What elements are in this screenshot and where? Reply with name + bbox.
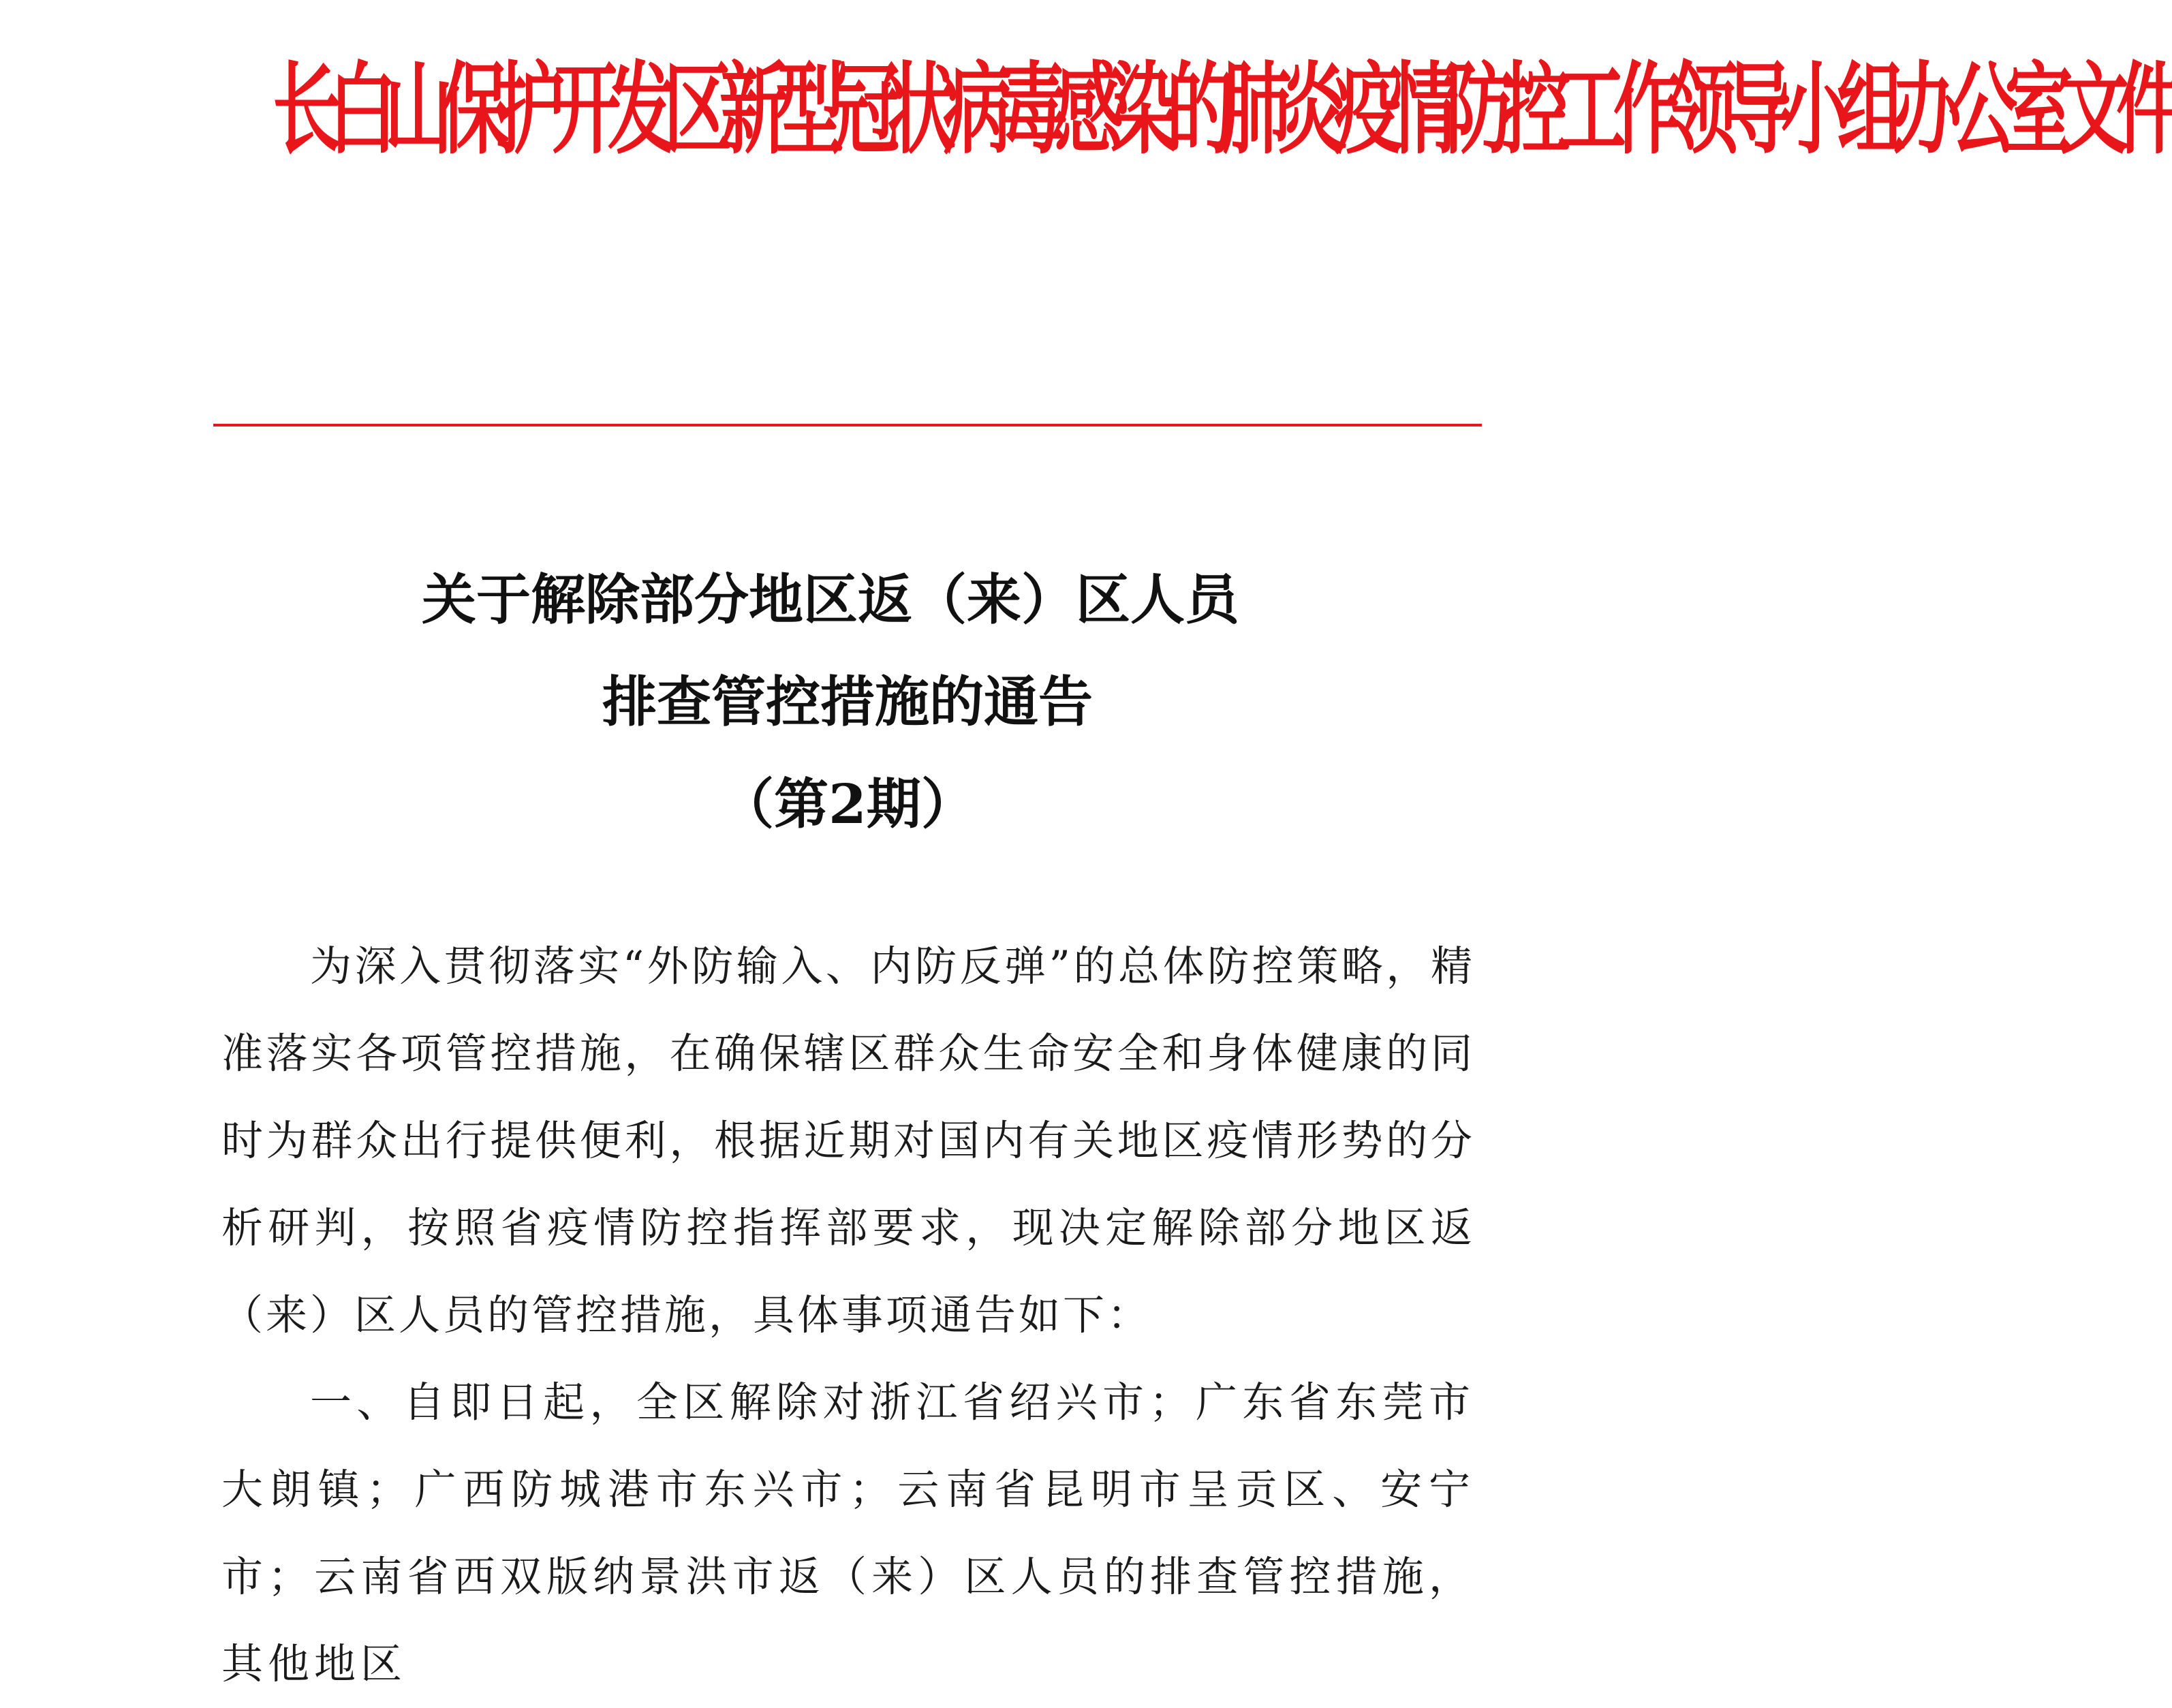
notice-title-line-1: 关于解除部分地区返（来）区人员 — [422, 568, 1239, 632]
notice-body — [221, 923, 1475, 1708]
notice-issue-number: （第2期） — [719, 772, 976, 836]
issuing-office-header: 长白山保护开发区新型冠状病毒感染的肺炎疫情防控工作领导小组办公室文件 — [273, 50, 2172, 168]
body-paragraph-item-1: 一、自即日起，全区解除对浙江省绍兴市；广东省东莞市大朗镇；广西防城港市东兴市；云南省昆明市呈贡区、安宁市；云南省西双版纳景洪市返（来）区人员的排查管控措施，其他地区 — [221, 1378, 1475, 1688]
notice-title-line-2: 排查管控措施的通告 — [602, 670, 1093, 734]
red-divider-line — [213, 424, 1482, 426]
notice-title — [213, 548, 1482, 855]
body-paragraph-intro: 为深入贯彻落实“外防输入、内防反弹”的总体防控策略，精准落实各项管控措施，在确保辖区群众生命安全和身体健康的同时为群众出行提供便利，根据近期对国内有关地区疫情形势的分析研判，按照省疫情防控指挥部要求，现决定解除部分地区返（来）区人员的管控措施，具体事项通告如下： — [221, 942, 1475, 1339]
